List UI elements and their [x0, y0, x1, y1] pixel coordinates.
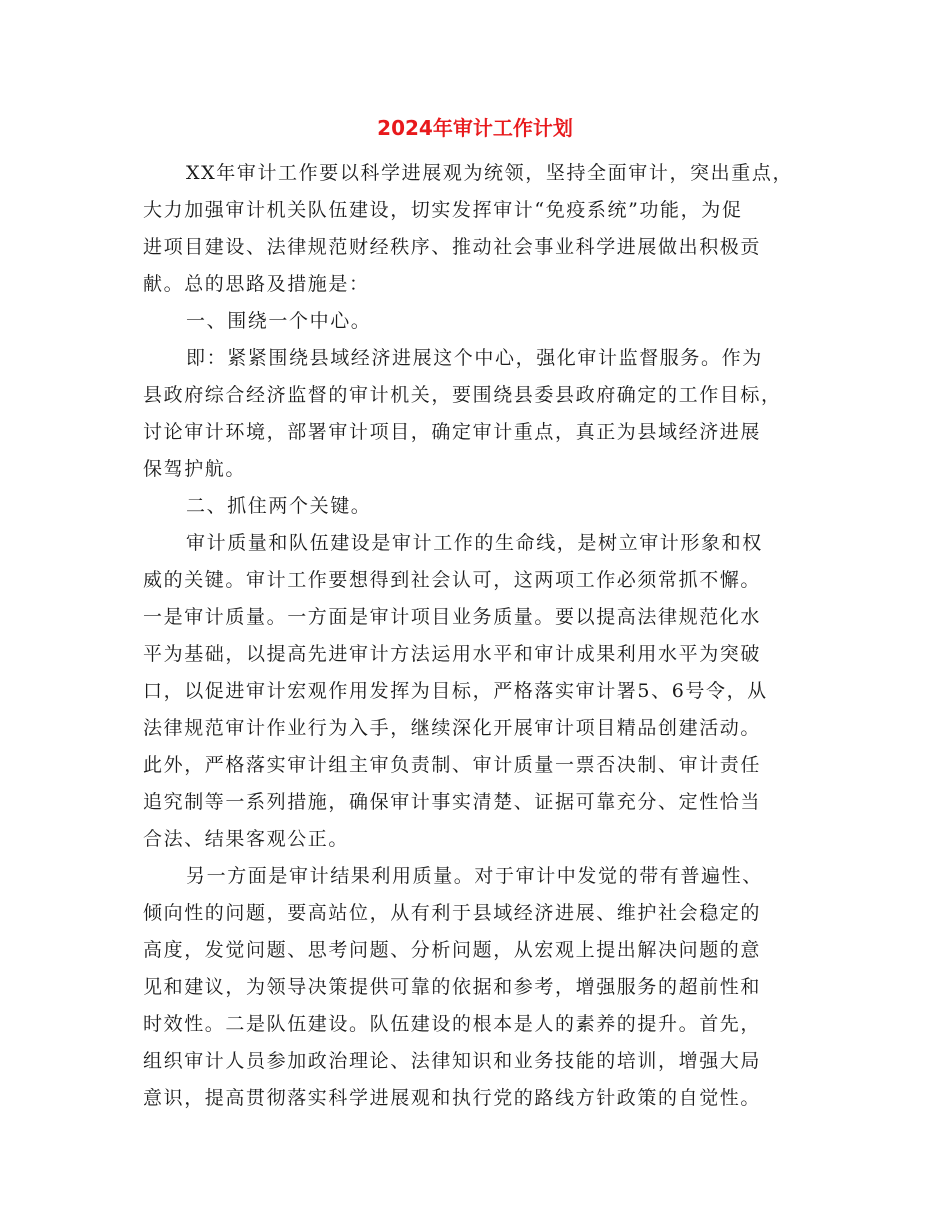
body-line: 献。总的思路及措施是： — [143, 273, 370, 295]
body-line: 一是审计质量。一方面是审计项目业务质量。要以提高法律规范化水 — [143, 606, 762, 628]
body-line: 进项目建设、法律规范财经秩序、推动社会事业科学进展做出积极贡 — [143, 236, 762, 258]
body-line: 法律规范审计作业行为入手，继续深化开展审计项目精品创建活动。 — [143, 717, 762, 739]
body-line: 组织审计人员参加政治理论、法律知识和业务技能的培训，增强大局 — [143, 1050, 762, 1072]
body-line: 另一方面是审计结果利用质量。对于审计中发觉的带有普遍性、 — [186, 865, 763, 887]
body-line: 审计质量和队伍建设是审计工作的生命线，是树立审计形象和权 — [186, 532, 763, 554]
body-line: 意识，提高贯彻落实科学进展观和执行党的路线方针政策的自觉性。 — [143, 1087, 762, 1109]
body-line: 合法、结果客观公正。 — [143, 828, 350, 850]
body-line: 追究制等一系列措施，确保审计事实清楚、证据可靠充分、定性恰当 — [143, 791, 762, 813]
document-title: 2024年审计工作计划 — [377, 116, 573, 140]
body-line: 此外，严格落实审计组主审负责制、审计质量一票否决制、审计责任 — [143, 754, 762, 776]
body-line: 时效性。二是队伍建设。队伍建设的根本是人的素养的提升。首先， — [143, 1013, 762, 1035]
body-line: 威的关键。审计工作要想得到社会认可，这两项工作必须常抓不懈。 — [143, 569, 762, 591]
body-line: 大力加强审计机关队伍建设，切实发挥审计“免疫系统”功能，为促 — [143, 199, 743, 221]
body-line: 高度，发觉问题、思考问题、分析问题，从宏观上提出解决问题的意 — [143, 939, 762, 961]
body-line: XX年审计工作要以科学进展观为统领，坚持全面审计，突出重点， — [186, 162, 794, 184]
body-line: 讨论审计环境，部署审计项目，确定审计重点，真正为县域经济进展 — [143, 421, 762, 443]
section-heading: 二、抓住两个关键。 — [186, 495, 372, 517]
section-heading: 一、围绕一个中心。 — [186, 310, 372, 332]
body-line: 即：紧紧围绕县域经济进展这个中心，强化审计监督服务。作为 — [186, 347, 763, 369]
body-line: 口，以促进审计宏观作用发挥为目标，严格落实审计署5、6号令，从 — [143, 680, 768, 702]
body-line: 见和建议，为领导决策提供可靠的依据和参考，增强服务的超前性和 — [143, 976, 762, 998]
body-line: 县政府综合经济监督的审计机关，要围绕县委县政府确定的工作目标， — [143, 384, 782, 406]
body-line: 倾向性的问题，要高站位，从有利于县域经济进展、维护社会稳定的 — [143, 902, 762, 924]
body-line: 平为基础，以提高先进审计方法运用水平和审计成果利用水平为突破 — [143, 643, 762, 665]
body-line: 保驾护航。 — [143, 458, 247, 480]
